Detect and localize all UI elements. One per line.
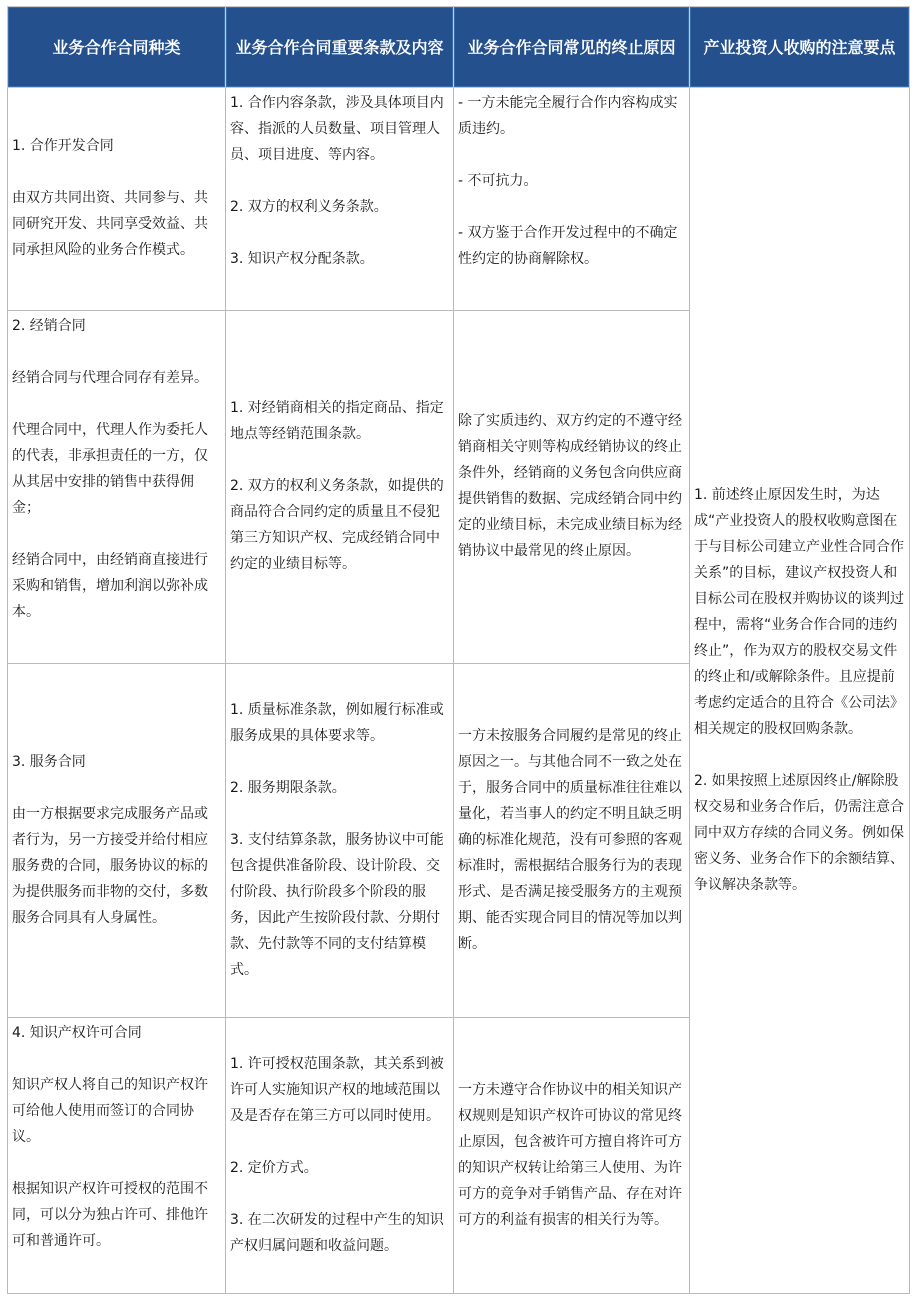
contract-type-description: 由一方根据要求完成服务产品或者行为，另一方接受并给付相应服务费的合同，服务协议的标的为提供服务而非物的交付，多数服务合同具有人身属性。 [12, 805, 208, 926]
key-term: 1. 许可授权范围条款，其关系到被许可人实施知识产权的地域范围以及是否存在第三方可以同时使用。 [230, 1055, 444, 1124]
termination-reasons-cell [454, 1018, 690, 1294]
termination-reason: - 一方未能完全履行合作内容构成实质违约。 [458, 95, 678, 137]
contract-type-cell [8, 88, 226, 311]
key-terms-cell [226, 311, 454, 664]
contract-type-cell [8, 1018, 226, 1294]
termination-reason: 一方未遵守合作协议中的相关知识产权规则是知识产权许可协议的常见终止原因，包含被许可方擅自将许可方的知识产权转让给第三人使用、为许可方的竞争对手销售产品、存在对许可方的利益有损害的相关行为等。 [458, 1081, 682, 1228]
contract-type-description: 代理合同中，代理人作为委托人的代表，非承担责任的一方，仅从其居中安排的销售中获得佣金； [12, 422, 208, 516]
key-terms-cell [226, 88, 454, 311]
contract-type-cell [8, 311, 226, 664]
contract-table [7, 6, 910, 1294]
termination-reason: - 不可抗力。 [458, 173, 538, 189]
header-key-terms: 业务合作合同重要条款及内容 [226, 7, 454, 88]
header-row [8, 7, 910, 88]
termination-reason: 一方未按服务合同履约是常见的终止原因之一。与其他合同不一致之处在于，服务合同中的质量标准往往难以量化，若当事人的约定不明且缺乏明确的标准化规范，没有可参照的客观标准时，需根据结合服务行为的表现形式、是否满足接受服务方的主观预期、能否实现合同目的情况等加以判断。 [458, 727, 682, 952]
termination-reasons-cell [454, 88, 690, 311]
key-terms-cell [226, 664, 454, 1018]
key-term: 3. 支付结算条款，服务协议中可能包含提供准备阶段、设计阶段、交付阶段、执行阶段多个阶段的服务，因此产生按阶段付款、分期付款、先付款等不同的支付结算模式。 [230, 831, 444, 978]
contract-type-description: 根据知识产权许可授权的范围不同，可以分为独占许可、排他许可和普通许可。 [12, 1181, 208, 1249]
contract-type-title: 3. 服务合同 [12, 753, 86, 770]
acquisition-notes-cell [690, 88, 910, 1294]
termination-reason: 除了实质违约、双方约定的不遵守经销商相关守则等构成经销协议的终止条件外，经销商的义务包含向供应商提供销售的数据、完成经销合同中约定的业绩目标，未完成业绩目标为经销协议中最常见的终止原因。 [458, 413, 682, 559]
contract-type-description: 由双方共同出资、共同参与、共同研究开发、共同享受效益、共同承担风险的业务合作模式。 [12, 190, 208, 258]
header-acquisition-notes: 产业投资人收购的注意要点 [690, 7, 910, 88]
contract-type-description: 知识产权人将自己的知识产权许可给他人使用而签订的合同协议。 [12, 1077, 208, 1145]
key-term: 2. 服务期限条款。 [230, 779, 346, 796]
contract-type-description: 经销合同与代理合同存有差异。 [12, 370, 208, 386]
header-contract-type: 业务合作合同种类 [8, 7, 226, 88]
termination-reasons-cell [454, 311, 690, 664]
termination-reason: - 双方鉴于合作开发过程中的不确定性约定的协商解除权。 [458, 225, 678, 267]
key-term: 1. 质量标准条款，例如履行标准或服务成果的具体要求等。 [230, 701, 444, 744]
contract-type-title: 4. 知识产权许可合同 [12, 1025, 142, 1041]
header-termination-reasons: 业务合作合同常见的终止原因 [454, 7, 690, 88]
contract-type-cell [8, 664, 226, 1018]
table-row [8, 88, 910, 311]
acquisition-note: 1. 前述终止原因发生时，为达成“产业投资人的股权收购意图在于与目标公司建立产业性合同合作关系”的目标，建议产权投资人和目标公司在股权并购协议的谈判过程中，需将“业务合作合同的违约终止”，作为双方的股权交易文件的终止和/或解除条件。且应提前考虑约定适合的且符合《公司法》相关规定的股权回购条款。 [694, 486, 904, 737]
key-term: 2. 双方的权利义务条款。 [230, 199, 388, 215]
key-term: 1. 合作内容条款，涉及具体项目内容、指派的人员数量、项目管理人员、项目进度、等内容。 [230, 95, 444, 163]
key-term: 3. 在二次研发的过程中产生的知识产权归属问题和收益问题。 [230, 1211, 444, 1254]
key-term: 2. 定价方式。 [230, 1159, 318, 1176]
key-term: 3. 知识产权分配条款。 [230, 251, 374, 267]
key-term: 2. 双方的权利义务条款，如提供的商品符合合同约定的质量且不侵犯第三方知识产权、完成经销合同中约定的业绩目标等。 [230, 478, 444, 572]
termination-reasons-cell [454, 664, 690, 1018]
contract-type-title: 1. 合作开发合同 [12, 138, 114, 154]
key-terms-cell [226, 1018, 454, 1294]
acquisition-note: 2. 如果按照上述原因终止/解除股权交易和业务合作后，仍需注意合同中双方存续的合同义务。例如保密义务、业务合作下的余额结算、争议解决条款等。 [694, 772, 904, 893]
contract-type-title: 2. 经销合同 [12, 318, 86, 334]
key-term: 1. 对经销商相关的指定商品、指定地点等经销范围条款。 [230, 400, 444, 442]
contract-type-description: 经销合同中，由经销商直接进行采购和销售，增加利润以弥补成本。 [12, 552, 208, 620]
